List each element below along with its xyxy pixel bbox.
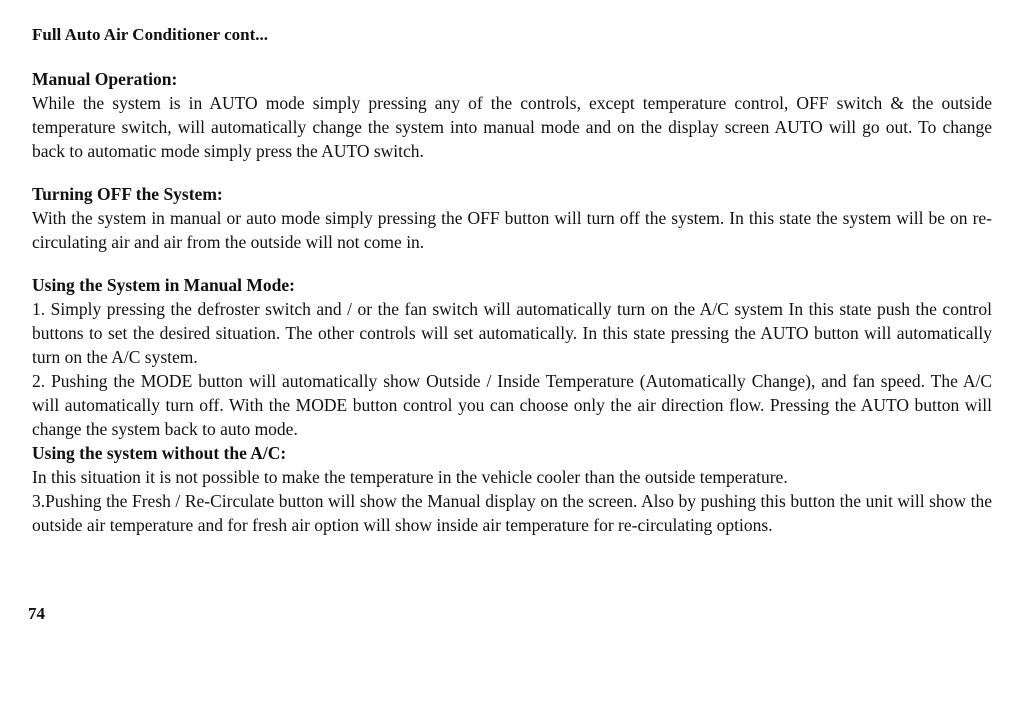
manual-page [32, 22, 992, 537]
section-heading: Using the System in Manual Mode: [32, 275, 295, 295]
list-item: 1. Simply pressing the defroster switch and / or the fan switch will automatically turn on the A/C system In this state push the control buttons to set the desired situation. The other controls will set automatically. In this state pressing the AUTO button will automatically turn on the A/C system. [32, 299, 992, 367]
paragraph: With the system in manual or auto mode simply pressing the OFF button will turn off the system. In this state the system will be on re-circulating air and air from the outside will not come in. [32, 208, 992, 252]
page-number: 74 [28, 604, 45, 623]
paragraph: In this situation it is not possible to make the temperature in the vehicle cooler than the outside temperature. [32, 467, 788, 487]
list-item: 3.Pushing the Fresh / Re-Circulate button will show the Manual display on the screen. Also by pushing this button the unit will show the outside air temperature and for fresh air option will show inside air temperature for re-circulating options. [32, 491, 992, 535]
section-heading: Manual Operation: [32, 69, 178, 89]
list-item: 2. Pushing the MODE button will automatically show Outside / Inside Temperature (Automatically Change), and fan speed. The A/C will automatically turn off. With the MODE button control you can choose only the air direction flow. Pressing the AUTO button will change the system back to auto mode. [32, 371, 992, 439]
section-manual-operation [32, 67, 992, 163]
section-turning-off [32, 182, 992, 254]
section-manual-mode [32, 273, 992, 441]
page-title: Full Auto Air Conditioner cont... [32, 25, 268, 44]
paragraph: While the system is in AUTO mode simply pressing any of the controls, except temperature control, OFF switch & the outside temperature switch, will automatically change the system into manual mode and on the display screen AUTO will go out. To change back to automatic mode simply press the AUTO switch. [32, 93, 992, 161]
section-heading: Turning OFF the System: [32, 184, 223, 204]
section-without-ac [32, 441, 992, 537]
section-heading: Using the system without the A/C: [32, 443, 287, 463]
